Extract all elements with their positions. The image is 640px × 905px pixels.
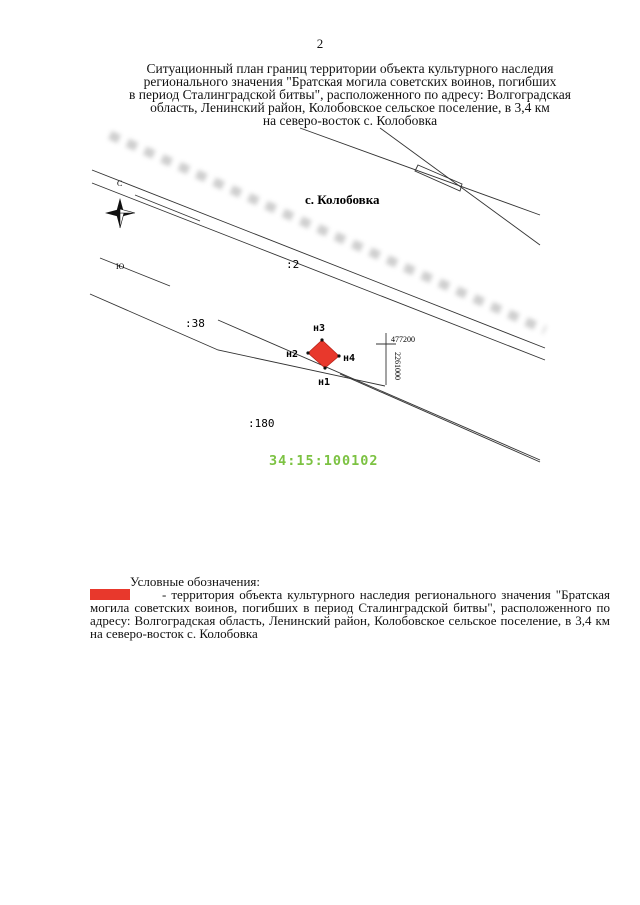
parcel-label-180: :180 — [248, 417, 275, 430]
legend-swatch-red — [90, 589, 130, 600]
page-number: 2 — [316, 36, 324, 51]
point-n4-marker — [337, 354, 340, 357]
point-n4-label: н4 — [343, 353, 356, 364]
point-n2-label: н2 — [286, 349, 299, 360]
legend-item — [90, 588, 610, 640]
parcel-38-boundary — [90, 294, 385, 386]
cadastral-block-label: 34:15:100102 — [269, 453, 379, 469]
legend-item-text: - территория объекта культурного наследия регионального значения "Братская могила советских воинов, погибших в период Сталинградской битвы", расположенного по адресу: Волгоградская область, Ленинский район, Колобовское сельское поселение, в 3,4 км на северо-восток с. Колобовка — [90, 587, 610, 641]
parcel-label-2: :2 — [286, 258, 300, 271]
title-line-3: в период Сталинградской битвы", расположенного по адресу: Волгоградская — [129, 87, 571, 102]
heritage-object-polygon — [308, 340, 339, 368]
point-n2-marker — [306, 351, 309, 354]
village-label: с. Колобовка — [305, 192, 380, 207]
situation-plan-map — [0, 125, 640, 485]
point-n3-label: н3 — [313, 323, 326, 334]
title-line-5: на северо-восток с. Колобовка — [262, 113, 438, 128]
boundary-line — [380, 128, 540, 245]
coordinate-y-label: 2261000 — [393, 352, 402, 380]
coordinate-x-label: 477200 — [391, 335, 415, 344]
compass-icon — [105, 198, 135, 228]
road-dotted-streak — [110, 135, 545, 330]
legend — [90, 575, 610, 640]
boundary-line — [340, 374, 540, 462]
parcel-label-38: :38 — [185, 317, 205, 330]
title-line-4: область, Ленинский район, Колобовское сельское поселение, в 3,4 км — [150, 100, 550, 115]
boundary-line — [135, 195, 200, 221]
boundary-line — [100, 258, 170, 286]
point-n1-label: н1 — [318, 377, 331, 388]
title-line-1: Ситуационный план границ территории объекта культурного наследия — [146, 61, 554, 76]
compass-south-label: Ю — [116, 262, 125, 271]
point-n1-marker — [323, 366, 326, 369]
document-title — [80, 62, 620, 127]
legend-heading: Условные обозначения: — [130, 574, 261, 589]
point-n3-marker — [320, 338, 323, 341]
compass-north-label: С — [117, 179, 123, 188]
boundary-line — [218, 320, 540, 460]
title-line-2: регионального значения "Братская могила советских воинов, погибших — [143, 74, 557, 89]
